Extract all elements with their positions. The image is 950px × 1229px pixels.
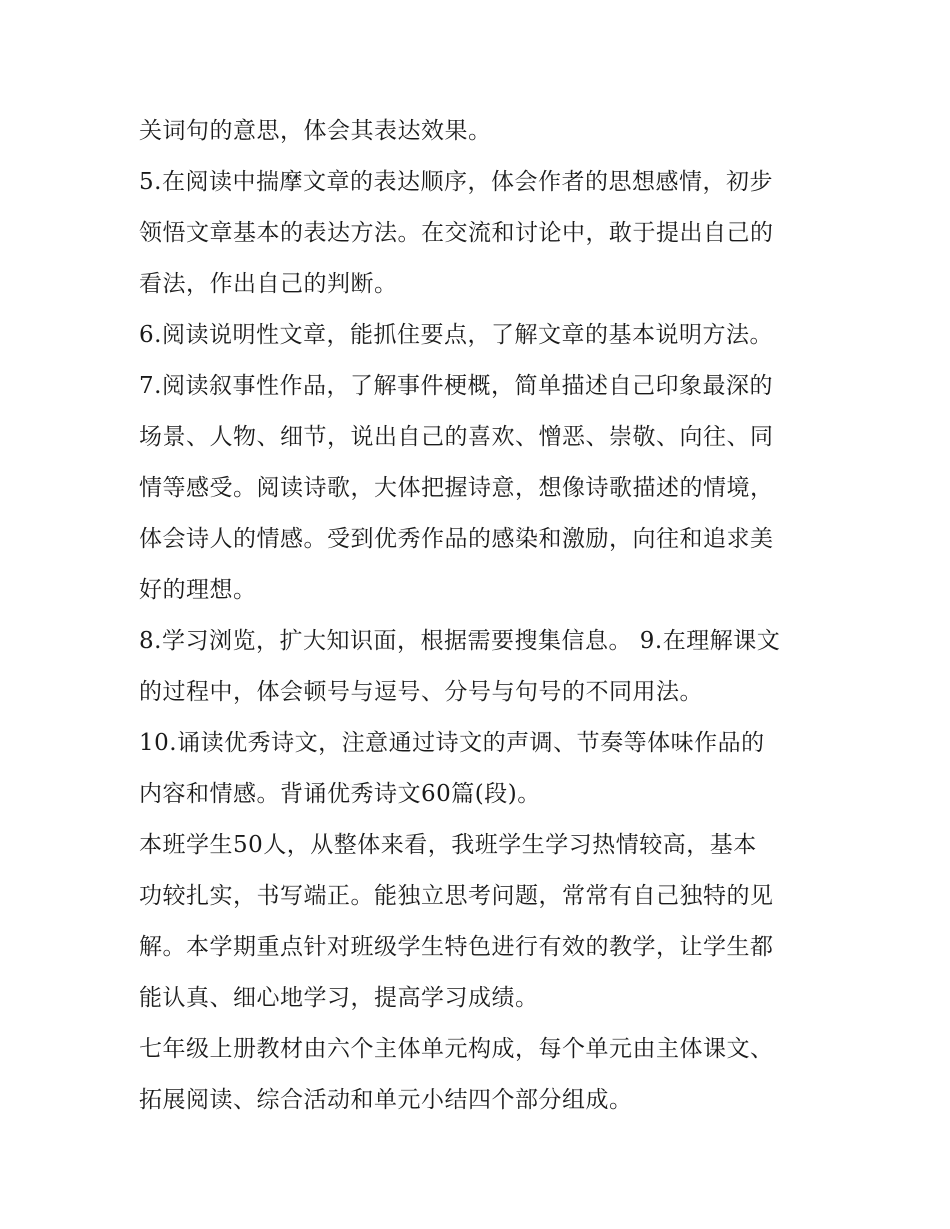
text-line: 拓展阅读、综合活动和单元小结四个部分组成。	[139, 1087, 633, 1113]
text-line: 5.在阅读中揣摩文章的表达顺序，体会作者的思想感情，初步	[139, 169, 773, 195]
text-line: 8.学习浏览，扩大知识面，根据需要搜集信息。 9.在理解课文	[139, 628, 781, 654]
text-line: 好的理想。	[139, 577, 257, 603]
text-line: 功较扎实，书写端正。能独立思考问题，常常有自己独特的见	[139, 883, 774, 909]
text-line: 10.诵读优秀诗文，注意通过诗文的声调、节奏等体味作品的	[139, 730, 765, 756]
text-line: 七年级上册教材由六个主体单元构成，每个单元由主体课文、	[139, 1036, 774, 1062]
text-line: 关词句的意思，体会其表达效果。	[139, 118, 492, 144]
text-line: 本班学生50人，从整体来看，我班学生学习热情较高，基本	[139, 832, 757, 858]
text-line: 看法，作出自己的判断。	[139, 271, 398, 297]
text-line: 情等感受。阅读诗歌，大体把握诗意，想像诗歌描述的情境，	[139, 475, 774, 501]
text-line: 6.阅读说明性文章，能抓住要点，了解文章的基本说明方法。	[139, 322, 773, 348]
text-line: 领悟文章基本的表达方法。在交流和讨论中，敢于提出自己的	[139, 220, 774, 246]
document-page	[139, 108, 819, 1128]
text-line: 7.阅读叙事性作品，了解事件梗概，简单描述自己印象最深的	[139, 373, 773, 399]
text-line: 内容和情感。背诵优秀诗文60篇(段)。	[139, 781, 541, 807]
text-line: 的过程中，体会顿号与逗号、分号与句号的不同用法。	[139, 679, 703, 705]
text-line: 体会诗人的情感。受到优秀作品的感染和激励，向往和追求美	[139, 526, 774, 552]
text-line: 场景、人物、细节，说出自己的喜欢、憎恶、崇敬、向往、同	[139, 424, 774, 450]
text-line: 能认真、细心地学习，提高学习成绩。	[139, 985, 539, 1011]
text-line: 解。本学期重点针对班级学生特色进行有效的教学，让学生都	[139, 934, 774, 960]
